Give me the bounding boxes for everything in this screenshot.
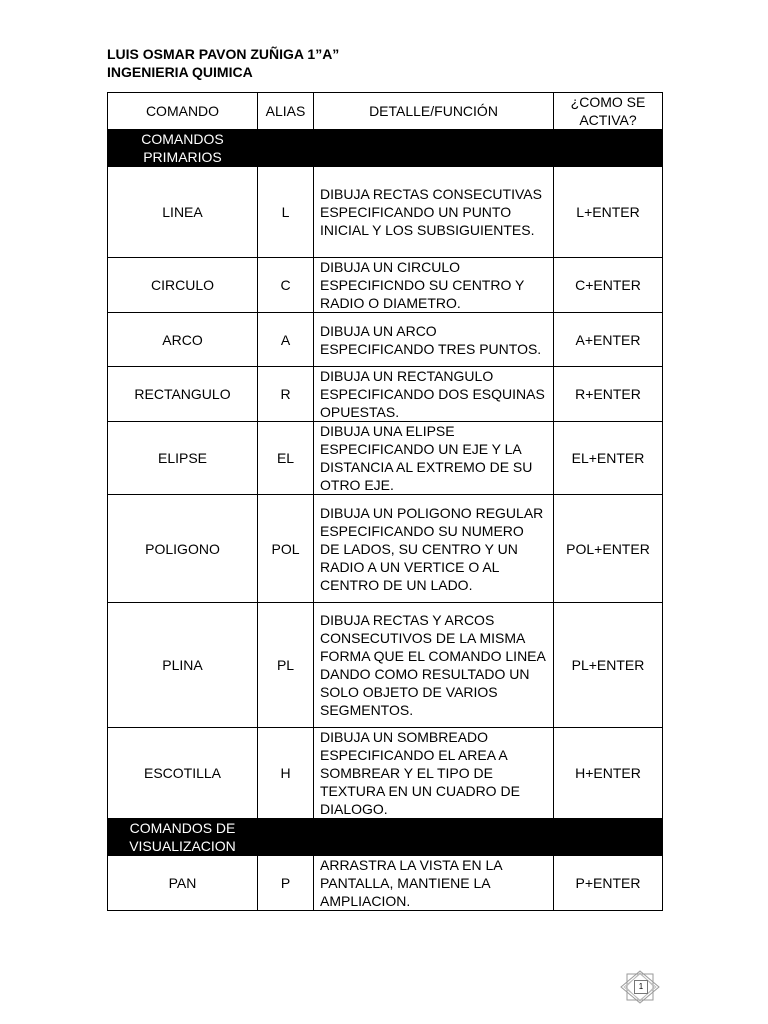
alias-cell: L [258,167,314,258]
alias-cell: H [258,728,314,819]
command-cell: ARCO [108,313,258,367]
commands-table [107,92,663,911]
detail-cell: DIBUJA UN ARCO ESPECIFICANDO TRES PUNTOS. [314,313,554,367]
alias-cell: EL [258,422,314,495]
alias-cell: POL [258,495,314,603]
activation-cell: H+ENTER [554,728,663,819]
table-row [108,495,663,603]
activation-cell: C+ENTER [554,258,663,313]
command-cell: PLINA [108,603,258,728]
header-activation: ¿COMO SE ACTIVA? [554,93,663,130]
command-cell: POLIGONO [108,495,258,603]
alias-cell: P [258,856,314,911]
command-cell: ELIPSE [108,422,258,495]
table-row [108,422,663,495]
command-cell: ESCOTILLA [108,728,258,819]
detail-cell: DIBUJA UNA ELIPSE ESPECIFICANDO UN EJE Y LA DISTANCIA AL EXTREMO DE SU OTRO EJE. [314,422,554,495]
alias-cell: R [258,367,314,422]
alias-cell: PL [258,603,314,728]
detail-cell: DIBUJA RECTAS CONSECUTIVAS ESPECIFICANDO UN PUNTO INICIAL Y LOS SUBSIGUIENTES. [314,167,554,258]
command-cell: PAN [108,856,258,911]
table-row [108,728,663,819]
table-row [108,603,663,728]
detail-cell: DIBUJA UN RECTANGULO ESPECIFICANDO DOS ESQUINAS OPUESTAS. [314,367,554,422]
command-cell: CIRCULO [108,258,258,313]
header-detail: DETALLE/FUNCIÓN [314,93,554,130]
table-row [108,313,663,367]
section-row-view [108,819,663,856]
detail-cell: DIBUJA UN SOMBREADO ESPECIFICANDO EL AREA A SOMBREAR Y EL TIPO DE TEXTURA EN UN CUADRO DE DIALOGO. [314,728,554,819]
author-line: LUIS OSMAR PAVON ZUÑIGA 1”A” [107,46,340,62]
activation-cell: A+ENTER [554,313,663,367]
activation-cell: P+ENTER [554,856,663,911]
table-header-row [108,93,663,130]
detail-cell: ARRASTRA LA VISTA EN LA PANTALLA, MANTIENE LA AMPLIACION. [314,856,554,911]
table-row [108,258,663,313]
table-row [108,167,663,258]
activation-cell: EL+ENTER [554,422,663,495]
detail-cell: DIBUJA RECTAS Y ARCOS CONSECUTIVOS DE LA MISMA FORMA QUE EL COMANDO LINEA DANDO COMO RESULTADO UN SOLO OBJETO DE VARIOS SEGMENTOS. [314,603,554,728]
command-cell: LINEA [108,167,258,258]
document-header [107,45,339,81]
section-label-view: COMANDOS DE VISUALIZACION [108,819,258,856]
alias-cell: C [258,258,314,313]
activation-cell: PL+ENTER [554,603,663,728]
page-number-badge [620,970,660,1004]
header-command: COMANDO [108,93,258,130]
page-number: 1 [634,980,648,994]
detail-cell: DIBUJA UN POLIGONO REGULAR ESPECIFICANDO SU NUMERO DE LADOS, SU CENTRO Y UN RADIO A UN VERTICE O AL CENTRO DE UN LADO. [314,495,554,603]
table-row [108,367,663,422]
detail-cell: DIBUJA UN CIRCULO ESPECIFICNDO SU CENTRO Y RADIO O DIAMETRO. [314,258,554,313]
section-row-primary [108,130,663,167]
header-alias: ALIAS [258,93,314,130]
program-line: INGENIERIA QUIMICA [107,64,253,80]
command-cell: RECTANGULO [108,367,258,422]
activation-cell: POL+ENTER [554,495,663,603]
alias-cell: A [258,313,314,367]
table-row [108,856,663,911]
activation-cell: R+ENTER [554,367,663,422]
section-label-primary: COMANDOS PRIMARIOS [108,130,258,167]
activation-cell: L+ENTER [554,167,663,258]
